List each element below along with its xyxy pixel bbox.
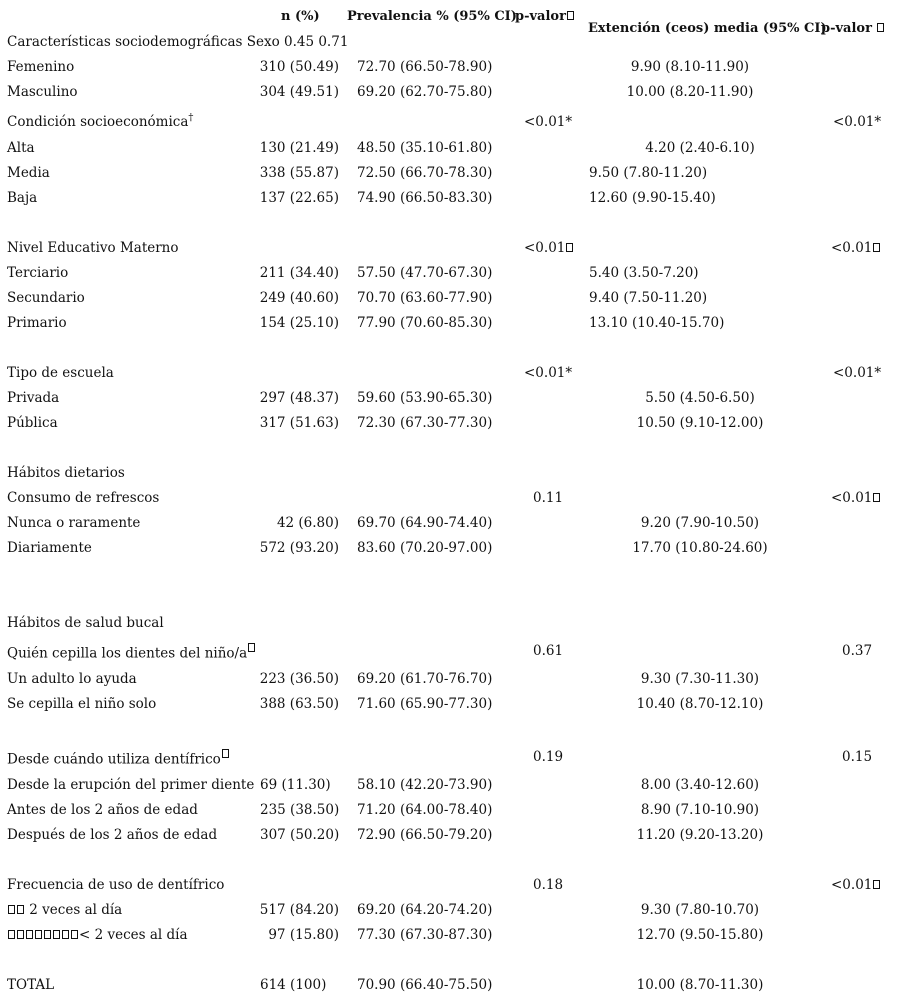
section-subtitle: Frecuencia de uso de dentífrico (7, 877, 225, 893)
cell-pvalor-2: <0.01 (831, 877, 881, 893)
section-title: Hábitos de salud bucal (7, 615, 164, 631)
cell-ext: 9.40 (7.50-11.20) (589, 290, 708, 306)
cell-ext: 12.70 (9.50-15.80) (636, 927, 764, 943)
cell-prev: 77.90 (70.60-85.30) (357, 315, 493, 331)
header-n: n (%) (281, 9, 320, 24)
cell-n: 154 (25.10) (259, 315, 339, 331)
cell-ext: 9.90 (8.10-11.90) (630, 59, 750, 75)
cell-pvalor-1: 0.11 (533, 490, 564, 506)
cell-n: 211 (34.40) (259, 265, 339, 281)
row-label: Después de los 2 años de edad (7, 827, 218, 843)
row-label: Alta (7, 140, 35, 156)
cell-prev: 72.50 (66.70-78.30) (357, 165, 493, 181)
cell-ext: 12.60 (9.90-15.40) (589, 190, 716, 206)
missing-glyph-box (566, 243, 573, 252)
row-label: Femenino (7, 59, 75, 75)
section-title: Tipo de escuela (7, 365, 114, 381)
cell-prev: 69.20 (62.70-75.80) (357, 84, 493, 100)
cell-ext: 9.50 (7.80-11.20) (589, 165, 708, 181)
cell-pvalor-1: 0.19 (533, 749, 564, 765)
cell-prev: 71.60 (65.90-77.30) (357, 696, 493, 712)
row-label: Diariamente (7, 540, 92, 556)
missing-glyph-box (35, 930, 42, 939)
row-label: Secundario (7, 290, 85, 306)
cell-pvalor-2: <0.01* (833, 114, 882, 130)
cell-n: 572 (93.20) (259, 540, 339, 556)
cell-prev: 72.30 (67.30-77.30) (357, 415, 493, 431)
cell-pvalor-2: <0.01* (833, 365, 882, 381)
cell-ext: 5.40 (3.50-7.20) (589, 265, 699, 281)
cell-pvalor-2: 0.15 (842, 749, 873, 765)
missing-glyph-box (877, 23, 884, 32)
cell-n: 614 (100) (260, 977, 327, 993)
header-pvalor-2: p-valor (821, 21, 885, 37)
header-extension: Extención (ceos) media (95% CI) (588, 21, 827, 36)
row-label: Un adulto lo ayuda (7, 671, 137, 687)
row-label: Masculino (7, 84, 78, 100)
cell-ext: 4.20 (2.40-6.10) (645, 140, 755, 156)
section-subtitle: Quién cepilla los dientes del niño/a (7, 643, 256, 662)
cell-n: 69 (11.30) (260, 777, 331, 793)
row-label: < 2 veces al día (7, 927, 188, 943)
cell-n: 137 (22.65) (259, 190, 339, 206)
row-label: Desde la erupción del primer diente (7, 777, 255, 793)
cell-prev: 57.50 (47.70-67.30) (357, 265, 493, 281)
cell-pvalor-2: <0.01 (831, 240, 881, 256)
missing-glyph-box (44, 930, 51, 939)
cell-n: 130 (21.49) (259, 140, 339, 156)
cell-prev: 59.60 (53.90-65.30) (357, 390, 493, 406)
missing-glyph-box (8, 930, 15, 939)
cell-n: 223 (36.50) (259, 671, 339, 687)
row-label: Terciario (7, 265, 69, 281)
cell-n: 97 (15.80) (268, 927, 339, 943)
cell-ext: 9.30 (7.30-11.30) (640, 671, 760, 687)
cell-ext: 5.50 (4.50-6.50) (645, 390, 755, 406)
row-label: Baja (7, 190, 38, 206)
cell-n: 317 (51.63) (259, 415, 339, 431)
missing-glyph-box (8, 905, 15, 914)
header-prevalencia: Prevalencia % (95% CI) (347, 9, 517, 24)
missing-glyph-box (248, 643, 255, 652)
cell-n: 388 (63.50) (259, 696, 339, 712)
row-label: 2 veces al día (7, 902, 122, 918)
cell-ext: 8.00 (3.40-12.60) (640, 777, 760, 793)
cell-prev: 72.90 (66.50-79.20) (357, 827, 493, 843)
row-label: Antes de los 2 años de edad (7, 802, 198, 818)
cell-prev: 69.20 (61.70-76.70) (357, 671, 493, 687)
cell-n: 517 (84.20) (259, 902, 339, 918)
cell-n: 307 (50.20) (260, 827, 340, 843)
cell-ext: 10.00 (8.70-11.30) (636, 977, 764, 993)
section-subtitle: Desde cuándo utiliza dentífrico (7, 749, 230, 768)
cell-ext: 17.70 (10.80-24.60) (632, 540, 768, 556)
section-subtitle: Consumo de refrescos (7, 490, 160, 506)
cell-prev: 69.20 (64.20-74.20) (357, 902, 493, 918)
cell-prev: 69.70 (64.90-74.40) (357, 515, 493, 531)
missing-glyph-box (71, 930, 78, 939)
cell-ext: 11.20 (9.20-13.20) (636, 827, 764, 843)
cell-pvalor-1: 0.18 (533, 877, 564, 893)
cell-n: 249 (40.60) (259, 290, 339, 306)
cell-pvalor-1: <0.01 (524, 240, 574, 256)
cell-ext: 8.90 (7.10-10.90) (640, 802, 760, 818)
cell-pvalor-1: 0.61 (533, 643, 564, 659)
row-label-total: TOTAL (7, 977, 55, 993)
cell-ext: 10.00 (8.20-11.90) (626, 84, 754, 100)
cell-prev: 77.30 (67.30-87.30) (357, 927, 493, 943)
cell-pvalor-2: 0.37 (842, 643, 873, 659)
cell-n: 310 (50.49) (259, 59, 339, 75)
cell-ext: 9.20 (7.90-10.50) (640, 515, 760, 531)
missing-glyph-box (222, 749, 229, 758)
missing-glyph-box (17, 905, 24, 914)
cell-n: 235 (38.50) (260, 802, 340, 818)
section-title: Condición socioeconómica† (7, 112, 194, 130)
missing-glyph-box (873, 243, 880, 252)
missing-glyph-box (26, 930, 33, 939)
cell-prev: 72.70 (66.50-78.90) (357, 59, 493, 75)
cell-n: 297 (48.37) (259, 390, 339, 406)
cell-prev: 74.90 (66.50-83.30) (357, 190, 493, 206)
cell-ext: 10.50 (9.10-12.00) (636, 415, 764, 431)
cell-ext: 10.40 (8.70-12.10) (636, 696, 764, 712)
cell-prev: 70.70 (63.60-77.90) (357, 290, 493, 306)
row-label: Pública (7, 415, 58, 431)
missing-glyph-box (17, 930, 24, 939)
cell-ext: 9.30 (7.80-10.70) (640, 902, 760, 918)
cell-prev: 48.50 (35.10-61.80) (357, 140, 493, 156)
cell-prev: 70.90 (66.40-75.50) (357, 977, 493, 993)
cell-n: 304 (49.51) (259, 84, 339, 100)
row-label: Se cepilla el niño solo (7, 696, 157, 712)
cell-ext: 13.10 (10.40-15.70) (589, 315, 725, 331)
cell-pvalor-2: <0.01 (831, 490, 881, 506)
header-pvalor-1: p-valor (515, 9, 575, 25)
cell-prev: 58.10 (42.20-73.90) (357, 777, 493, 793)
cell-prev: 83.60 (70.20-97.00) (357, 540, 493, 556)
row-label: Privada (7, 390, 60, 406)
row-label: Nunca o raramente (7, 515, 141, 531)
section-title: Hábitos dietarios (7, 465, 125, 481)
missing-glyph-box (62, 930, 69, 939)
first-line: Características sociodemográficas Sexo 0.45 0.71 (7, 34, 349, 50)
missing-glyph-box (873, 493, 880, 502)
cell-pvalor-1: <0.01* (524, 114, 573, 130)
missing-glyph-box (873, 880, 880, 889)
cell-prev: 71.20 (64.00-78.40) (357, 802, 493, 818)
row-label: Media (7, 165, 50, 181)
cell-pvalor-1: <0.01* (524, 365, 573, 381)
missing-glyph-box (53, 930, 60, 939)
cell-n: 338 (55.87) (259, 165, 339, 181)
row-label: Primario (7, 315, 67, 331)
cell-n: 42 (6.80) (276, 515, 339, 531)
section-title: Nivel Educativo Materno (7, 240, 179, 256)
missing-glyph-box (567, 11, 574, 20)
